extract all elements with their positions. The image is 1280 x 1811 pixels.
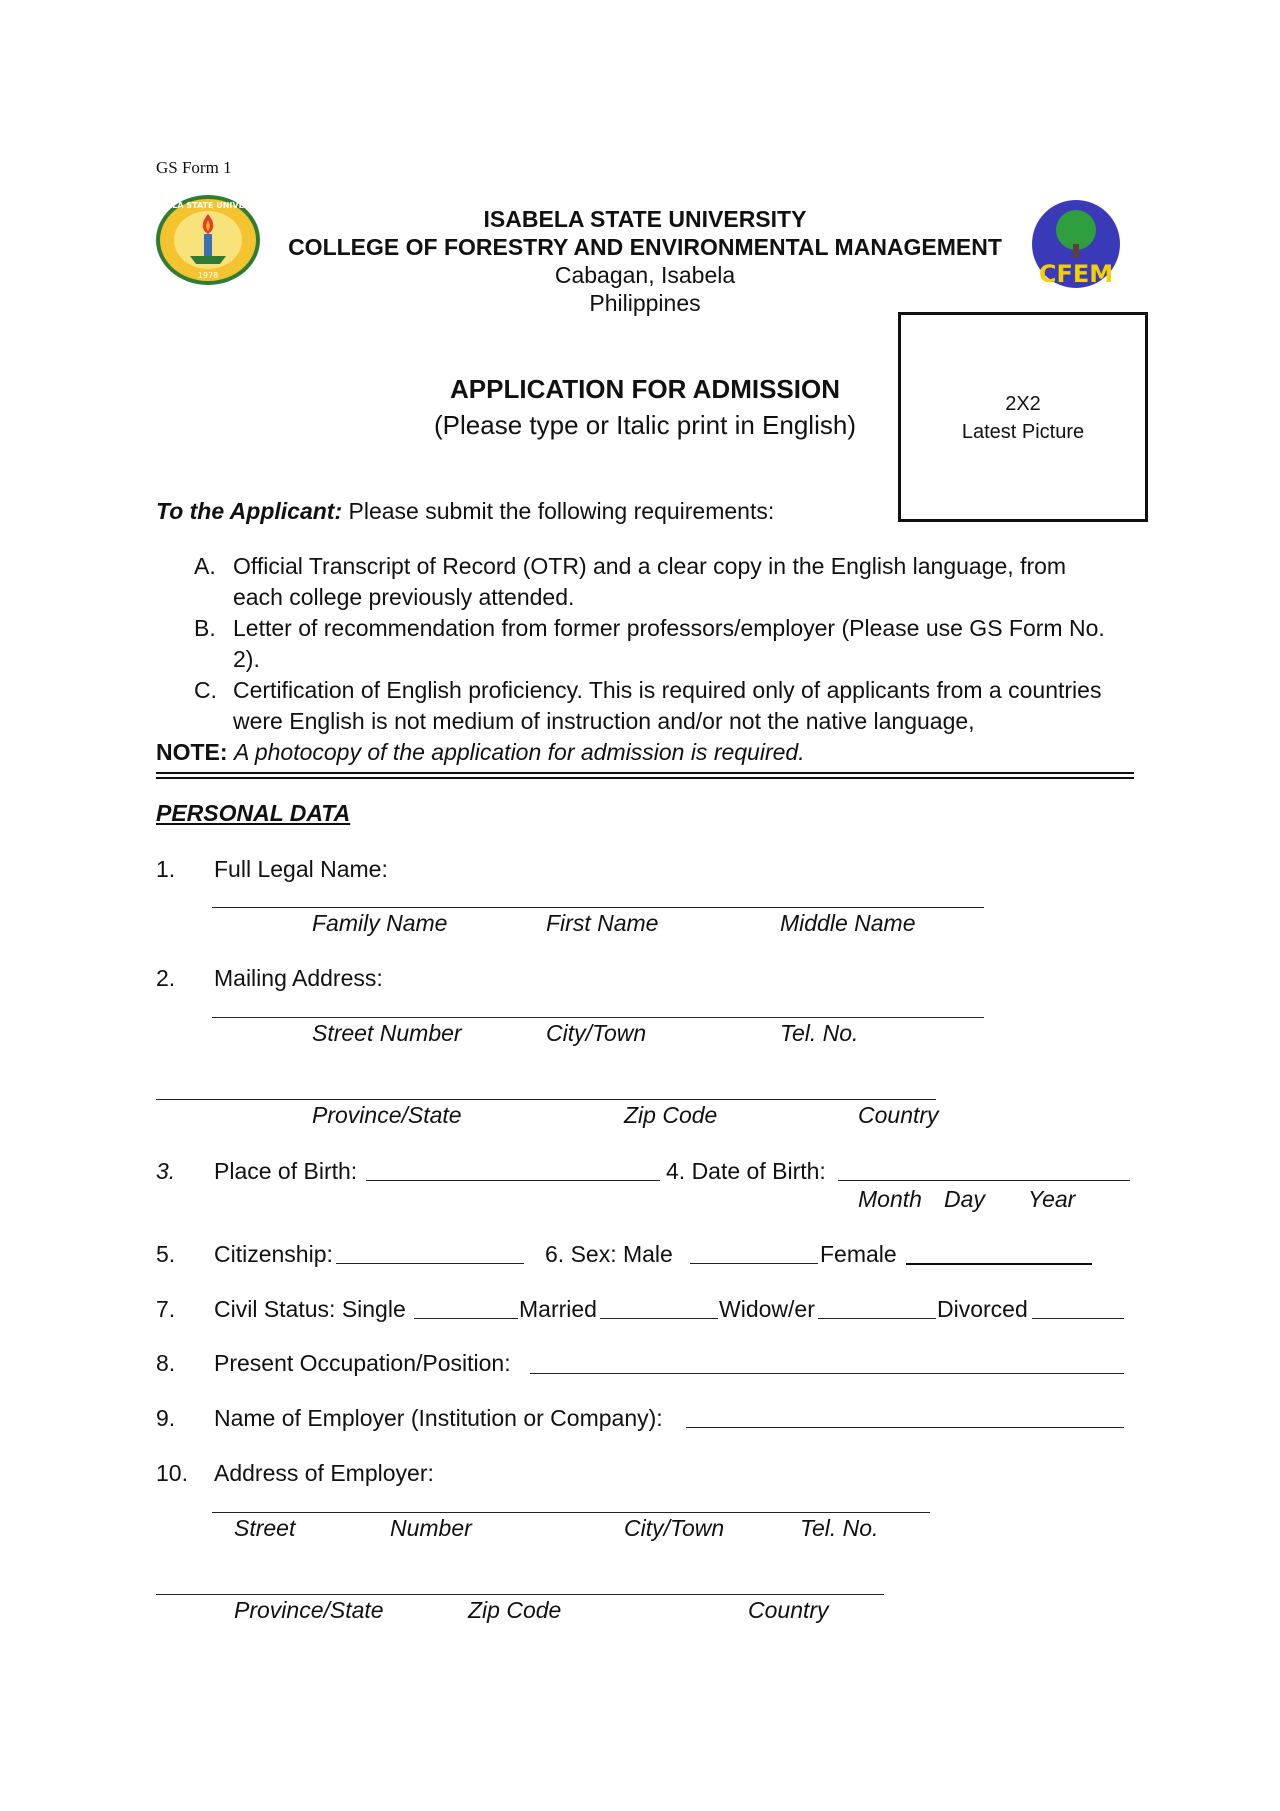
photo-box xyxy=(898,312,1148,522)
cfem-logo xyxy=(1030,200,1122,292)
q10-tel-caption: Tel. No. xyxy=(800,1515,879,1541)
q2-province-caption: Province/State xyxy=(312,1102,462,1128)
req-a-line1: Official Transcript of Record (OTR) and a clear copy in the English language, from xyxy=(233,553,1067,579)
q2-label: Mailing Address: xyxy=(214,965,383,991)
civil-single-line[interactable] xyxy=(414,1318,518,1319)
q10-label: Address of Employer: xyxy=(214,1460,434,1486)
q5-number: 5. xyxy=(156,1241,176,1267)
q2-number: 2. xyxy=(156,965,176,991)
q4-month-caption: Month xyxy=(858,1186,922,1212)
citizenship-line[interactable] xyxy=(336,1263,524,1264)
note-text: A photocopy of the application for admission is required. xyxy=(233,739,805,765)
q8-label: Present Occupation/Position: xyxy=(214,1350,511,1376)
q1-middle-name-caption: Middle Name xyxy=(780,910,916,936)
university-seal-logo xyxy=(145,194,271,286)
employer-address-line-1[interactable] xyxy=(212,1512,930,1513)
college-name: COLLEGE OF FORESTRY AND ENVIRONMENTAL MANAGEMENT xyxy=(288,234,1002,260)
instructions-lead xyxy=(156,498,774,525)
city-text: Cabagan, Isabela xyxy=(554,262,736,288)
mailing-address-line-1[interactable] xyxy=(212,1017,984,1018)
personal-data-heading: PERSONAL DATA xyxy=(156,800,351,826)
page-subtitle: (Please type or Italic print in English) xyxy=(434,410,856,440)
university-name: ISABELA STATE UNIVERSITY xyxy=(483,206,807,232)
country-text: Philippines xyxy=(589,290,701,316)
q7-divorced-label: Divorced xyxy=(937,1296,1028,1322)
civil-widow-line[interactable] xyxy=(818,1318,936,1319)
mailing-address-line-2[interactable] xyxy=(156,1099,936,1100)
q5-label: Citizenship: xyxy=(214,1241,333,1267)
isabela-state-university-seal-icon xyxy=(145,194,271,286)
q1-number: 1. xyxy=(156,856,176,882)
instructions-lead-text: Please submit the following requirements: xyxy=(348,498,775,524)
q2-zip-caption: Zip Code xyxy=(624,1102,718,1128)
req-c-line1: Certification of English proficiency. This is required only of applicants from a countries xyxy=(233,677,1102,703)
cfem-logo-icon xyxy=(1030,200,1122,292)
req-c-letter: C. xyxy=(194,677,217,703)
q7-widow-label: Widow/er xyxy=(719,1296,815,1322)
q10-number: 10. xyxy=(156,1460,188,1486)
instructions-lead-label: To the Applicant: xyxy=(156,498,343,524)
q2-city-caption: City/Town xyxy=(546,1020,647,1046)
q3-label: Place of Birth: xyxy=(214,1158,358,1184)
q3-number: 3. xyxy=(156,1158,176,1184)
req-a-letter: A. xyxy=(194,553,216,579)
page-title: APPLICATION FOR ADMISSION xyxy=(450,374,840,404)
q10-city-caption: City/Town xyxy=(624,1515,725,1541)
q4-label: 4. Date of Birth: xyxy=(666,1158,826,1184)
photo-box-caption: Latest Picture xyxy=(961,421,1085,443)
seal-university-text: ISABELA STATE UNIVERSITY xyxy=(145,201,271,210)
q2-street-caption: Street Number xyxy=(312,1020,462,1046)
sex-male-line[interactable] xyxy=(690,1263,818,1264)
sex-female-line[interactable] xyxy=(906,1263,1092,1265)
note-label: NOTE: xyxy=(156,739,228,765)
employer-name-line[interactable] xyxy=(686,1427,1124,1428)
employer-address-line-2[interactable] xyxy=(156,1594,884,1595)
cfem-logo-text: CFEM xyxy=(1038,260,1114,288)
q4-year-caption: Year xyxy=(1028,1186,1076,1212)
q4-day-caption: Day xyxy=(944,1186,985,1212)
seal-year-text: 1978 xyxy=(197,271,219,280)
req-b-line1: Letter of recommendation from former professors/employer (Please use GS Form No. xyxy=(233,615,1105,641)
separator-top xyxy=(156,772,1134,774)
q6-female-label: Female xyxy=(820,1241,897,1267)
q7-married-label: Married xyxy=(519,1296,597,1322)
q2-tel-caption: Tel. No. xyxy=(780,1020,859,1046)
q7-label: Civil Status: Single xyxy=(214,1296,406,1322)
separator-bottom xyxy=(156,777,1134,779)
civil-divorced-line[interactable] xyxy=(1032,1318,1124,1319)
q9-number: 9. xyxy=(156,1405,176,1431)
q10-street-caption: Street xyxy=(234,1515,296,1541)
q7-number: 7. xyxy=(156,1296,176,1322)
full-name-line[interactable] xyxy=(212,907,984,908)
q1-label: Full Legal Name: xyxy=(214,856,388,882)
q2-country-caption: Country xyxy=(858,1102,939,1128)
photo-box-size: 2X2 xyxy=(1005,393,1041,415)
req-b-line2: 2). xyxy=(233,646,260,672)
q1-family-name-caption: Family Name xyxy=(312,910,448,936)
present-occupation-line[interactable] xyxy=(530,1373,1124,1374)
civil-married-line[interactable] xyxy=(600,1318,718,1319)
q10-province-caption: Province/State xyxy=(234,1597,384,1623)
q1-first-name-caption: First Name xyxy=(546,910,659,936)
q9-label: Name of Employer (Institution or Company): xyxy=(214,1405,663,1431)
note xyxy=(156,739,805,766)
q10-country-caption: Country xyxy=(748,1597,829,1623)
req-c-line2: were English is not medium of instruction and/or not the native language, xyxy=(233,708,975,734)
req-a-line2: each college previously attended. xyxy=(233,584,575,610)
q8-number: 8. xyxy=(156,1350,176,1376)
date-of-birth-line[interactable] xyxy=(838,1180,1130,1181)
req-b-letter: B. xyxy=(194,615,216,641)
q6-label: 6. Sex: Male xyxy=(545,1241,673,1267)
place-of-birth-line[interactable] xyxy=(366,1180,660,1181)
q10-number-caption: Number xyxy=(390,1515,472,1541)
form-code: GS Form 1 xyxy=(156,158,232,177)
q10-zip-caption: Zip Code xyxy=(468,1597,562,1623)
